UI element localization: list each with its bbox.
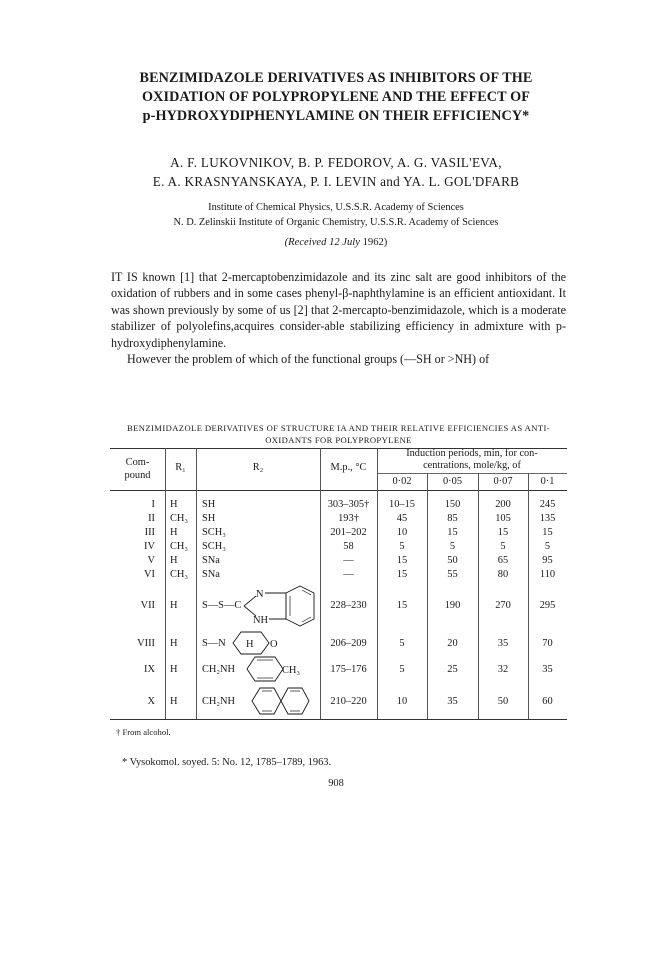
row-10-r1: H [170,696,178,707]
header-conc-1: 0·05 [442,476,463,487]
naphthalene-ring-icon [250,683,310,719]
row-1-mp: 303–305† [327,499,370,510]
received-label: (Received [284,237,327,248]
row-6-r1: CH₃ [170,569,189,580]
header-conc-2: 0·07 [493,476,513,487]
row-3-v1: 15 [447,527,458,538]
header-compound-line-1: Com- [125,457,150,468]
row-8-v2: 35 [497,638,509,649]
affiliation-2: N. D. Zelinskii Institute of Organic Chemistry, U.S.S.R. Academy of Sciences [173,216,499,228]
row-2-v3: 135 [539,513,556,524]
row-4-v0: 5 [399,541,405,552]
header-mp: M.p., °C [330,462,367,473]
row-4-r1: CH₃ [170,541,189,552]
header-conc-3: 0·1 [540,476,555,487]
table-col-divider-2 [196,448,197,719]
row-5-compound: V [147,555,155,566]
table-induction-rule [377,473,567,474]
row-6-v2: 80 [497,569,509,580]
morpholine-h-label: H [246,639,254,650]
table-caption-line-1: BENZIMIDAZOLE DERIVATIVES OF STRUCTURE IA AND THEIR RELATIVE EFFICIENCIES AS ANTI- [126,423,550,433]
row-9-r1: H [170,664,178,675]
row-7-v3: 295 [539,600,556,611]
row-9-v3: 35 [542,664,553,675]
received-date [60,237,612,248]
row-2-v1: 85 [447,513,458,524]
row-9-compound: IX [144,664,155,675]
header-induction [377,448,567,472]
row-6-v1: 55 [447,569,458,580]
row-1-compound: I [151,499,155,510]
row-9-v1: 25 [447,664,458,675]
row-9-r2: CH₂NH [202,664,236,675]
row-10-v1: 35 [447,696,458,707]
article-title [60,69,612,126]
row-9-mp: 175–176 [330,664,367,675]
row-8-v0: 5 [399,638,405,649]
row-5-v0: 15 [396,555,408,566]
row-7-compound: VII [140,600,155,611]
row-7-v0: 15 [396,600,408,611]
row-7-r2: S—S—C [202,600,242,611]
compounds-table [110,448,567,720]
table-header-rule [110,490,567,491]
row-7-v2: 270 [495,600,511,611]
authors-line-2: E. A. KRASNYANSKAYA, P. I. LEVIN and YA. L. GOL'DFARB [152,174,520,189]
p-tolyl-ring-icon [245,654,315,684]
footnote-alcohol: † From alcohol. [116,727,171,737]
row-2-r2: SH [202,513,216,524]
row-7-r1: H [170,600,178,611]
header-induction-line-2: centrations, mole/kg, of [423,460,521,471]
table-bottom-rule [110,719,567,720]
title-line-2: OXIDATION OF POLYPROPYLENE AND THE EFFECT OF [141,89,531,105]
header-r1: R₁ [175,462,186,473]
received-year: 1962) [362,237,388,248]
benzimidazole-structure-icon [242,583,320,629]
row-6-v3: 110 [539,569,556,580]
footnote-journal: * Vysokomol. soyed. 5: No. 12, 1785–1789, 1963. [122,757,332,768]
row-10-v3: 60 [542,696,553,707]
row-10-compound: X [147,696,155,707]
row-6-compound: VI [144,569,155,580]
title-line-3: p-HYDROXYDIPHENYLAMINE ON THEIR EFFICIENCY* [142,108,530,124]
row-8-r1: H [170,638,178,649]
affiliations [60,201,612,230]
header-conc-0: 0·02 [392,476,412,487]
row-4-r2: SCH₃ [202,541,226,552]
row-8-v1: 20 [447,638,458,649]
row-4-v2: 5 [500,541,506,552]
table-caption [111,422,566,446]
header-compound [110,456,165,482]
table-col-divider-4 [377,448,378,719]
row-7-v1: 190 [444,600,461,611]
row-8-v3: 70 [542,638,553,649]
table-col-divider-1 [165,448,166,719]
row-2-v0: 45 [396,513,408,524]
benzimidazole-n-label: N [256,589,264,600]
table-caption-line-2: OXIDANTS FOR POLYPROPYLENE [265,435,412,445]
morpholine-o-label: O [270,639,278,650]
row-1-r2: SH [202,499,216,510]
p-tolyl-ch3-label: CH₃ [282,665,301,676]
page-number: 908 [328,778,344,789]
row-8-compound: VIII [137,638,155,649]
row-1-v3: 245 [539,499,556,510]
row-5-r1: H [170,555,178,566]
row-4-v1: 5 [449,541,456,552]
header-induction-line-1: Induction periods, min, for con- [406,448,538,459]
row-6-r2: SNa [202,569,220,580]
header-compound-line-2: pound [124,470,151,481]
row-6-mp: — [343,569,354,580]
row-5-v1: 50 [447,555,458,566]
row-5-v2: 65 [497,555,509,566]
row-3-compound: III [144,527,155,538]
row-8-r2: S—N [202,638,226,649]
row-4-mp: 58 [343,541,354,552]
benzimidazole-nh-label: NH [253,615,269,626]
authors-line-1: A. F. LUKOVNIKOV, B. P. FEDOROV, A. G. VASIL'EVA, [170,155,502,170]
row-1-r1: H [170,499,178,510]
row-2-compound: II [148,513,155,524]
row-3-v2: 15 [497,527,509,538]
row-10-v0: 10 [396,696,408,707]
row-7-mp: 228–230 [330,600,367,611]
row-5-mp: — [343,555,354,566]
body-text [111,269,566,367]
affiliation-1: Institute of Chemical Physics, U.S.S.R. Academy of Sciences [208,202,464,213]
row-10-mp: 210–220 [330,696,367,707]
paragraph-2: However the problem of which of the functional groups (—SH or >NH) of [127,352,490,367]
row-1-v0: 10–15 [389,499,415,510]
paragraph-1: IT IS known [1] that 2-mercaptobenzimidazole and its zinc salt are good inhibitors of the oxidation of rubbers and in some cases phenyl-β-naphthylamine is an efficient antioxidant. It was shown previously by some of us [2] that 2-mercapto-benzimidazole, which is a moderate stabilizer of polyolefins,acquires consider-able stabilizing efficiency in admixture with p-hydroxydiphenylamine. [111,270,566,350]
row-10-v2: 50 [497,696,509,707]
row-3-r2: SCH₃ [202,527,226,538]
row-1-v1: 150 [444,499,461,510]
row-2-v2: 105 [495,513,511,524]
row-3-v0: 10 [396,527,408,538]
row-5-v3: 95 [542,555,553,566]
row-10-r2: CH₂NH [202,696,236,707]
row-3-r1: H [170,527,178,538]
row-5-r2: SNa [202,555,220,566]
row-3-v3: 15 [542,527,553,538]
row-2-mp: 193† [338,513,359,524]
row-9-v2: 32 [497,664,509,675]
row-4-compound: IV [144,541,155,552]
table-col-divider-3 [320,448,321,719]
title-line-1: BENZIMIDAZOLE DERIVATIVES AS INHIBITORS OF THE [139,70,533,86]
row-1-v2: 200 [495,499,511,510]
row-3-mp: 201–202 [330,527,367,538]
row-4-v3: 5 [544,541,551,552]
row-6-v0: 15 [396,569,408,580]
row-2-r1: CH₃ [170,513,189,524]
row-8-mp: 206–209 [330,638,367,649]
received-day-month: 12 July [329,237,360,248]
header-r2: R₂ [252,462,264,473]
row-9-v0: 5 [399,664,405,675]
authors [60,153,612,191]
